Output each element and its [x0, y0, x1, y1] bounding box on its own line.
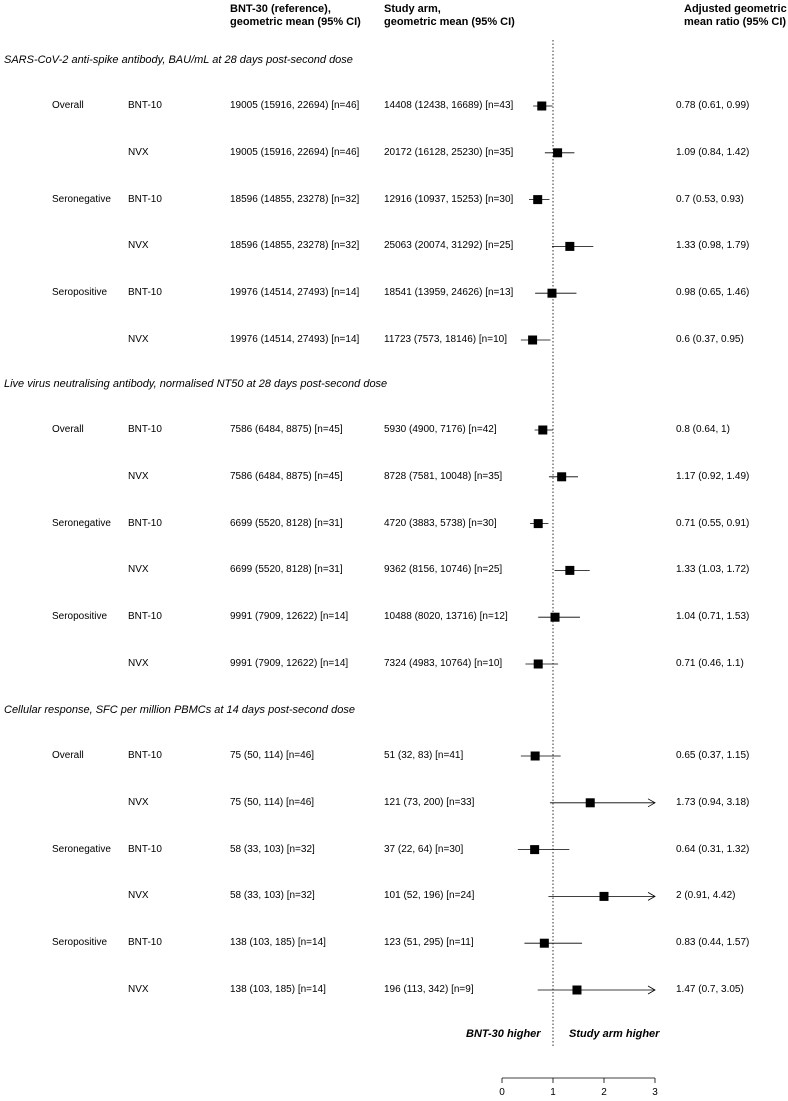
row-arm-label: BNT-10 [128, 843, 162, 855]
row-reference-value: 19005 (15916, 22694) [n=46] [230, 146, 360, 158]
row-ratio-value: 0.71 (0.46, 1.1) [676, 658, 744, 669]
row-group-label: Overall [52, 750, 84, 761]
row-study-value: 11723 (7573, 18146) [n=10] [384, 334, 507, 345]
row-arm-label: NVX [128, 564, 149, 576]
row-reference-value: 19005 (15916, 22694) [n=46] [230, 100, 360, 111]
point-estimate [586, 798, 595, 807]
row-arm-label: BNT-10 [128, 937, 162, 949]
row-study-value: 5930 (4900, 7176) [n=42] [384, 424, 497, 435]
point-estimate [565, 566, 574, 575]
row-reference-value: 7586 (6484, 8875) [n=45] [230, 470, 343, 482]
row-arm-label: BNT-10 [128, 193, 162, 205]
point-estimate [534, 519, 543, 528]
row-arm-label: NVX [128, 470, 149, 482]
row-study-value: 37 (22, 64) [n=30] [384, 843, 464, 855]
row-arm-label: NVX [128, 240, 149, 252]
point-estimate [551, 613, 560, 622]
x-tick-label: 3 [652, 1087, 658, 1098]
point-estimate [553, 148, 562, 157]
row-group-label: Seronegative [52, 843, 111, 855]
row-group-label: Overall [52, 424, 84, 435]
point-estimate [572, 986, 581, 995]
row-arm-label: BNT-10 [128, 424, 162, 435]
row-ratio-value: 1.73 (0.94, 3.18) [676, 796, 750, 808]
row-ratio-value: 1.09 (0.84, 1.42) [676, 146, 750, 158]
row-reference-value: 138 (103, 185) [n=14] [230, 984, 326, 995]
row-ratio-value: 0.64 (0.31, 1.32) [676, 843, 750, 855]
row-ratio-value: 0.83 (0.44, 1.57) [676, 937, 750, 949]
row-ratio-value: 1.04 (0.71, 1.53) [676, 611, 750, 623]
row-study-value: 121 (73, 200) [n=33] [384, 796, 475, 808]
point-estimate [530, 845, 539, 854]
row-ratio-value: 0.98 (0.65, 1.46) [676, 287, 750, 299]
row-reference-value: 6699 (5520, 8128) [n=31] [230, 564, 343, 576]
header-study-line1: Study arm, [384, 3, 441, 15]
row-ratio-value: 1.17 (0.92, 1.49) [676, 470, 750, 482]
row-group-label: Seronegative [52, 193, 111, 205]
row-arm-label: BNT-10 [128, 287, 162, 299]
row-reference-value: 7586 (6484, 8875) [n=45] [230, 424, 343, 435]
x-tick-label: 1 [550, 1087, 556, 1098]
point-estimate [537, 102, 546, 111]
point-estimate [533, 195, 542, 204]
row-study-value: 51 (32, 83) [n=41] [384, 750, 464, 761]
row-study-value: 12916 (10937, 15253) [n=30] [384, 193, 514, 205]
row-group-label: Overall [52, 100, 84, 111]
header-ratio-line1: Adjusted geometric [684, 3, 787, 15]
row-study-value: 20172 (16128, 25230) [n=35] [384, 146, 514, 158]
row-ratio-value: 2 (0.91, 4.42) [676, 890, 736, 902]
row-ratio-value: 0.8 (0.64, 1) [676, 424, 730, 435]
row-reference-value: 18596 (14855, 23278) [n=32] [230, 240, 360, 252]
point-estimate [534, 660, 543, 669]
point-estimate [600, 892, 609, 901]
row-arm-label: NVX [128, 890, 149, 902]
favours-study-label: Study arm higher [569, 1028, 660, 1040]
row-study-value: 9362 (8156, 10746) [n=25] [384, 564, 503, 576]
section-title: SARS-CoV-2 anti-spike antibody, BAU/mL at 28 days post-second dose [4, 54, 353, 66]
row-ratio-value: 1.33 (0.98, 1.79) [676, 240, 750, 252]
row-study-value: 25063 (20074, 31292) [n=25] [384, 240, 514, 252]
header-study-line2: geometric mean (95% CI) [384, 16, 515, 28]
row-arm-label: NVX [128, 796, 149, 808]
row-group-label: Seropositive [52, 937, 108, 949]
row-study-value: 10488 (8020, 13716) [n=12] [384, 611, 508, 623]
section-title: Live virus neutralising antibody, normalised NT50 at 28 days post-second dose [4, 378, 388, 390]
row-arm-label: BNT-10 [128, 750, 162, 761]
row-ratio-value: 0.7 (0.53, 0.93) [676, 193, 744, 205]
row-arm-label: NVX [128, 146, 149, 158]
row-reference-value: 9991 (7909, 12622) [n=14] [230, 611, 349, 623]
row-group-label: Seropositive [52, 287, 108, 299]
favours-reference-label: BNT-30 higher [466, 1028, 541, 1040]
row-reference-value: 75 (50, 114) [n=46] [230, 750, 315, 761]
x-tick-label: 2 [601, 1087, 607, 1098]
point-estimate [565, 242, 574, 251]
row-reference-value: 138 (103, 185) [n=14] [230, 937, 326, 949]
row-reference-value: 18596 (14855, 23278) [n=32] [230, 193, 360, 205]
row-ratio-value: 1.47 (0.7, 3.05) [676, 984, 744, 995]
row-arm-label: NVX [128, 658, 149, 669]
row-study-value: 196 (113, 342) [n=9] [384, 984, 474, 995]
row-study-value: 7324 (4983, 10764) [n=10] [384, 658, 503, 669]
row-reference-value: 19976 (14514, 27493) [n=14] [230, 287, 360, 299]
x-tick-label: 0 [499, 1087, 505, 1098]
row-reference-value: 6699 (5520, 8128) [n=31] [230, 517, 343, 529]
row-reference-value: 58 (33, 103) [n=32] [230, 890, 315, 902]
row-ratio-value: 1.33 (1.03, 1.72) [676, 564, 750, 576]
row-study-value: 18541 (13959, 24626) [n=13] [384, 287, 514, 299]
header-ratio-line2: mean ratio (95% CI) [684, 16, 787, 28]
row-reference-value: 58 (33, 103) [n=32] [230, 843, 315, 855]
row-ratio-value: 0.71 (0.55, 0.91) [676, 517, 750, 529]
row-ratio-value: 0.78 (0.61, 0.99) [676, 100, 750, 111]
row-study-value: 101 (52, 196) [n=24] [384, 890, 475, 902]
row-arm-label: BNT-10 [128, 100, 162, 111]
header-reference-line2: geometric mean (95% CI) [230, 16, 361, 28]
row-reference-value: 9991 (7909, 12622) [n=14] [230, 658, 349, 669]
point-estimate [557, 472, 566, 481]
row-reference-value: 75 (50, 114) [n=46] [230, 796, 315, 808]
row-arm-label: NVX [128, 984, 149, 995]
row-study-value: 14408 (12438, 16689) [n=43] [384, 100, 514, 111]
row-study-value: 123 (51, 295) [n=11] [384, 937, 474, 949]
row-ratio-value: 0.65 (0.37, 1.15) [676, 750, 750, 761]
row-study-value: 8728 (7581, 10048) [n=35] [384, 470, 503, 482]
header-reference-line1: BNT-30 (reference), [230, 3, 331, 15]
point-estimate [540, 939, 549, 948]
row-arm-label: BNT-10 [128, 611, 162, 623]
point-estimate [547, 289, 556, 298]
row-group-label: Seronegative [52, 517, 111, 529]
point-estimate [528, 336, 537, 345]
point-estimate [538, 426, 547, 435]
row-study-value: 4720 (3883, 5738) [n=30] [384, 517, 497, 529]
row-arm-label: NVX [128, 334, 149, 345]
section-title: Cellular response, SFC per million PBMCs at 14 days post-second dose [4, 704, 355, 716]
row-group-label: Seropositive [52, 611, 108, 623]
point-estimate [531, 752, 540, 761]
row-ratio-value: 0.6 (0.37, 0.95) [676, 334, 744, 345]
row-reference-value: 19976 (14514, 27493) [n=14] [230, 334, 360, 345]
row-arm-label: BNT-10 [128, 517, 162, 529]
